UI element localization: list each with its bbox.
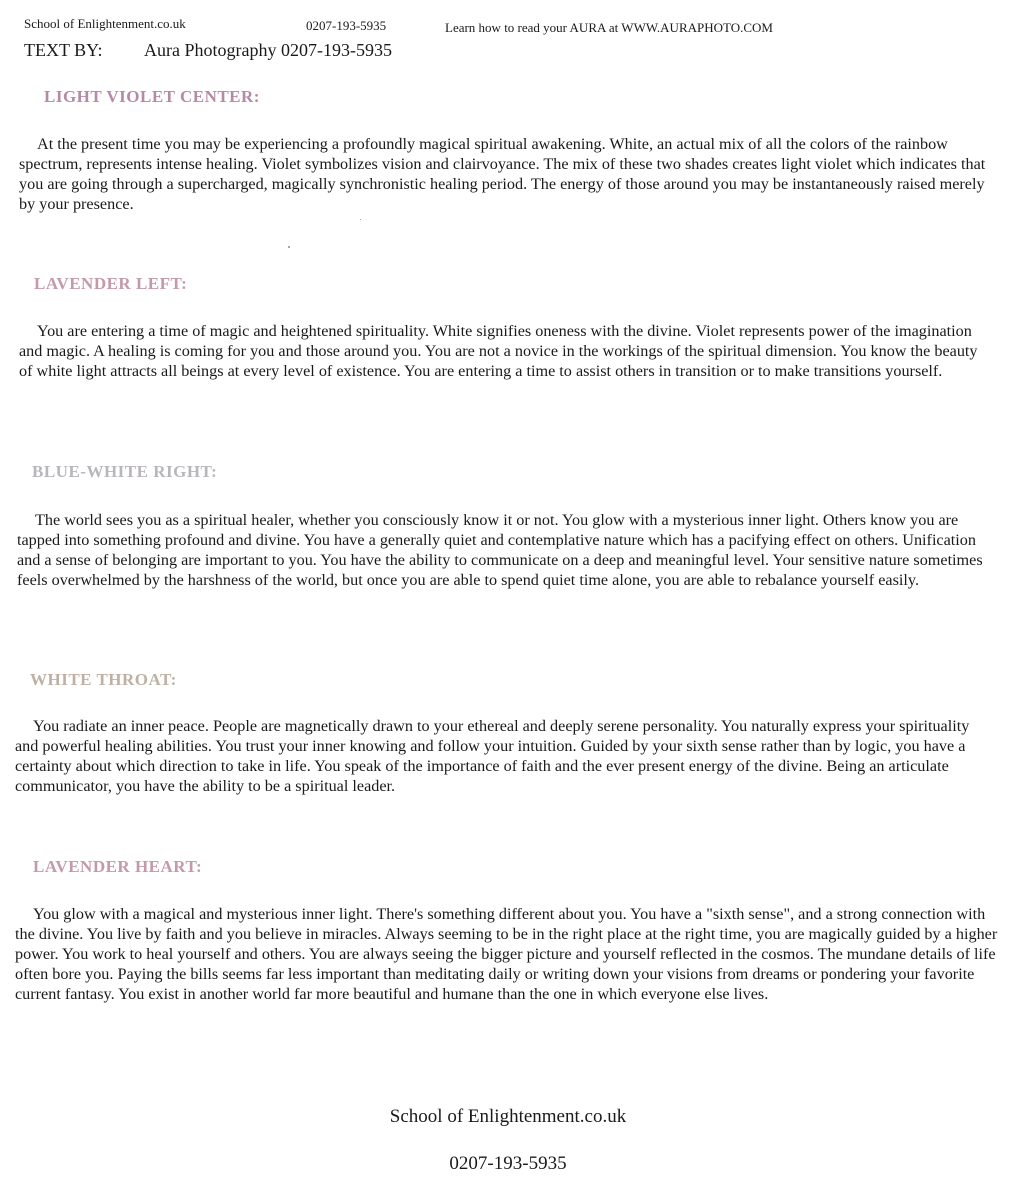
scan-speck — [360, 219, 361, 220]
section-heading-light-violet-center: LIGHT VIOLET CENTER: — [44, 87, 260, 106]
section-heading-lavender-heart: LAVENDER HEART: — [33, 857, 203, 876]
section-body-white-throat — [15, 716, 989, 796]
section-heading-lavender-left: LAVENDER LEFT: — [34, 274, 188, 293]
credit-value: Aura Photography 0207-193-5935 — [144, 40, 392, 60]
credit-label: TEXT BY: — [24, 40, 103, 60]
section-heading-white-throat: WHITE THROAT: — [30, 670, 177, 689]
credit-line — [24, 40, 392, 61]
section-text: At the present time you may be experiencing a profoundly magical spiritual awakening. White, an actual mix of all the colors of the rainbow spectrum, represents intense healing. Violet symbolizes vision and clairvoyance. The mix of these two shades creates light violet which indicates that you are going through a supercharged, magically synchronistic healing period. The energy of those around you may be instantaneously raised merely by your presence. — [19, 135, 986, 213]
section-body-blue-white-right — [17, 510, 1003, 590]
section-text: You glow with a magical and mysterious inner light. There's something different about you. You have a "sixth sense", and a strong connection with the divine. You live by faith and you believe in miracles. Always seeming to be in the right place at the right time, you are magically guided by a higher power. You work to heal yourself and others. You are always seeing the bigger picture and yourself reflected in the cosmos. The mundane details of life often bore you. Paying the bills seems far less important than meditating daily or writing down your visions from dreams or pondering your favorite current fantasy. You exist in another world far more beautiful and humane than the one in which everyone else lives. — [15, 905, 998, 1003]
section-body-lavender-heart — [15, 904, 1003, 1004]
header-phone: 0207-193-5935 — [306, 18, 387, 33]
header-site: School of Enlightenment.co.uk — [24, 16, 186, 31]
footer-site: School of Enlightenment.co.uk — [389, 1106, 627, 1127]
section-body-light-violet-center — [19, 134, 993, 214]
section-text: The world sees you as a spiritual healer, whether you consciously know it or not. You glow with a mysterious inner light. Others know you are tapped into something profound and divine. You have a generally quiet and contemplative nature which has a pacifying effect on others. Unification and a sense of belonging are important to you. You have the ability to communicate on a deep and meaningful level. Your sensitive nature sometimes feels overwhelmed by the harshness of the world, but once you are able to spend quiet time alone, you are able to rebalance yourself easily. — [17, 511, 983, 589]
section-text: You radiate an inner peace. People are magnetically drawn to your ethereal and deeply serene personality. You naturally express your spirituality and powerful healing abilities. You trust your inner knowing and follow your intuition. Guided by your sixth sense rather than by logic, you have a certainty about which direction to take in life. You speak of the importance of faith and the ever present energy of the divine. Being an articulate communicator, you have the ability to be a spiritual leader. — [15, 717, 970, 795]
scan-speck — [288, 246, 290, 248]
section-body-lavender-left — [19, 321, 993, 381]
section-heading-blue-white-right: BLUE-WHITE RIGHT: — [32, 462, 218, 481]
header-learn-link-text: Learn how to read your AURA at WWW.AURAPHOTO.COM — [445, 20, 773, 35]
footer-phone: 0207-193-5935 — [449, 1153, 567, 1174]
section-text: You are entering a time of magic and heightened spirituality. White signifies oneness with the divine. Violet represents power of the imagination and magic. A healing is coming for you and those around you. You are not a novice in the workings of the spiritual dimension. You know the beauty of white light attracts all beings at every level of existence. You are entering a time to assist others in transition or to make transitions yourself. — [19, 322, 978, 380]
